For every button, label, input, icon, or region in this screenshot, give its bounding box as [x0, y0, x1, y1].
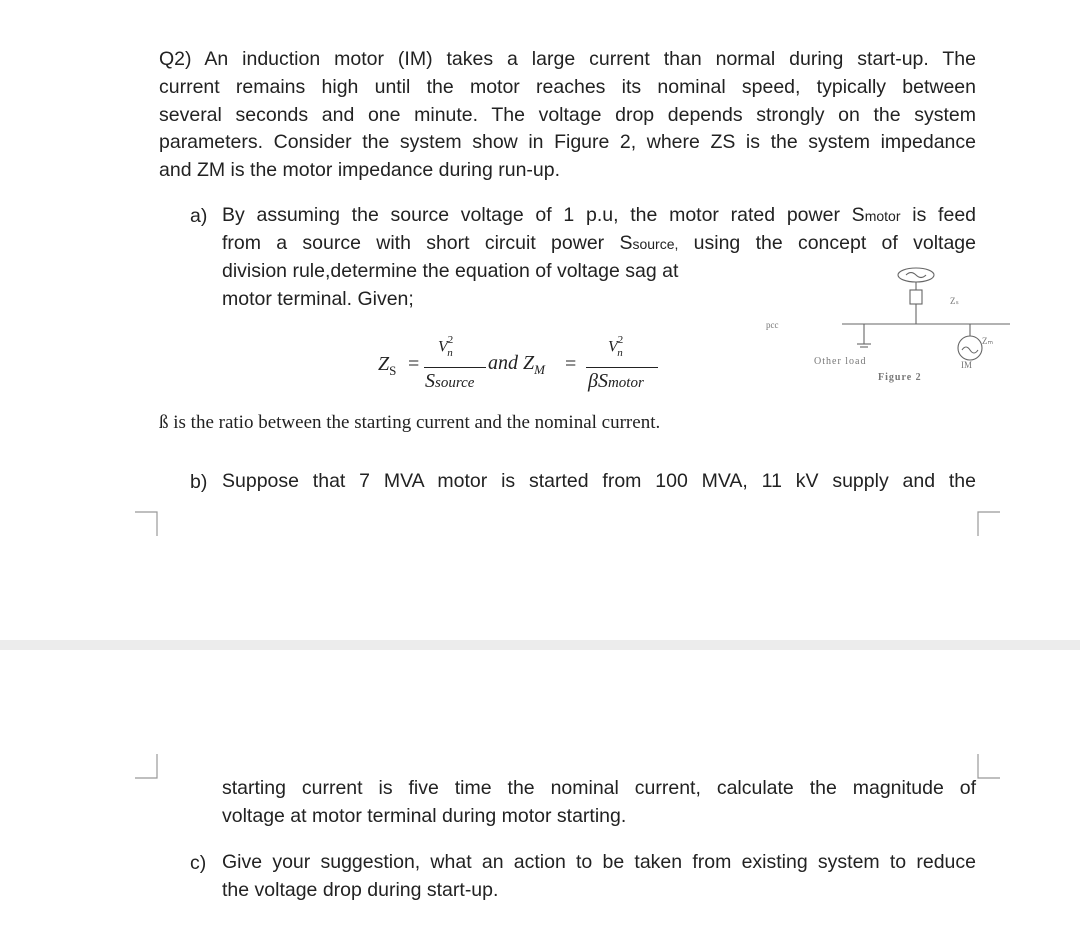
motor-symbol — [958, 336, 982, 360]
question-line: several seconds and one minute. The voltage drop depends strongly on the system — [159, 103, 976, 126]
part-a-text: from a source with short circuit power S — [222, 232, 633, 254]
zs-impedance-box — [910, 290, 922, 304]
zs-symbol: $Z_S$ — [378, 353, 397, 378]
equals-sign: = — [408, 353, 420, 375]
page-corner-mark — [976, 508, 1002, 538]
part-a-text: By assuming the source voltage of 1 p.u, the motor rated power S — [222, 204, 865, 226]
part-a-line-4: motor terminal. Given; — [222, 288, 414, 310]
question-line: parameters. Consider the system show in Figure 2, where ZS is the system impedance — [159, 131, 976, 154]
pcc-label: pcc — [766, 320, 779, 330]
fraction-bar — [586, 367, 658, 368]
part-b-line-3: voltage at motor terminal during motor starting. — [222, 805, 627, 827]
part-b-line-2: starting current is five time the nominal current, calculate the magnitude of — [222, 777, 976, 799]
part-c-line-1: Give your suggestion, what an action to be taken from existing system to reduce — [222, 851, 976, 873]
denominator-ssource: Ssource — [425, 370, 475, 392]
im-label: IM — [961, 360, 972, 370]
part-a-text: is feed — [900, 204, 977, 226]
question-intro — [159, 46, 976, 185]
figure-caption: Figure 2 — [878, 372, 922, 383]
zm-label: Zₘ — [982, 336, 994, 346]
fraction-bar — [424, 367, 486, 368]
part-c-label: c) — [190, 852, 207, 874]
part-a-sub: motor — [864, 208, 901, 224]
question-line: and ZM is the motor impedance during run-up. — [159, 159, 561, 182]
page-break — [0, 640, 1080, 650]
beta-definition: ß is the ratio between the starting current and the nominal current. — [159, 412, 661, 433]
part-c-line-2: the voltage drop during start-up. — [222, 879, 499, 901]
equals-sign: = — [565, 353, 577, 375]
part-a-line-3: division rule,determine the equation of voltage sag at — [222, 260, 679, 282]
denominator-bsmotor: βSmotor — [588, 370, 644, 392]
numerator-vn: $V^2_n$ — [438, 334, 454, 360]
part-a-sub: source, — [632, 236, 679, 252]
question-line: Q2) An induction motor (IM) takes a large current than normal during start-up. The — [159, 48, 976, 70]
numerator-vn: $V^2_n$ — [608, 334, 624, 360]
page-corner-mark — [135, 752, 161, 782]
page-corner-mark — [976, 752, 1002, 782]
other-load-label: Other load — [814, 356, 867, 367]
and-zm: and $Z_M$ — [488, 352, 545, 377]
part-a-label: a) — [190, 205, 208, 227]
zs-label: Zₛ — [950, 296, 959, 306]
page-corner-mark — [135, 508, 161, 538]
part-b-line-1: Suppose that 7 MVA motor is started from 100 MVA, 11 kV supply and the — [222, 470, 976, 492]
part-a-line-2 — [222, 230, 976, 259]
figure-2-diagram — [760, 262, 1010, 392]
part-a-line-1 — [222, 202, 976, 231]
part-b-label: b) — [190, 471, 208, 493]
question-line: current remains high until the motor reaches its nominal speed, typically between — [159, 75, 976, 98]
part-a-text: using the concept of voltage — [678, 232, 976, 254]
